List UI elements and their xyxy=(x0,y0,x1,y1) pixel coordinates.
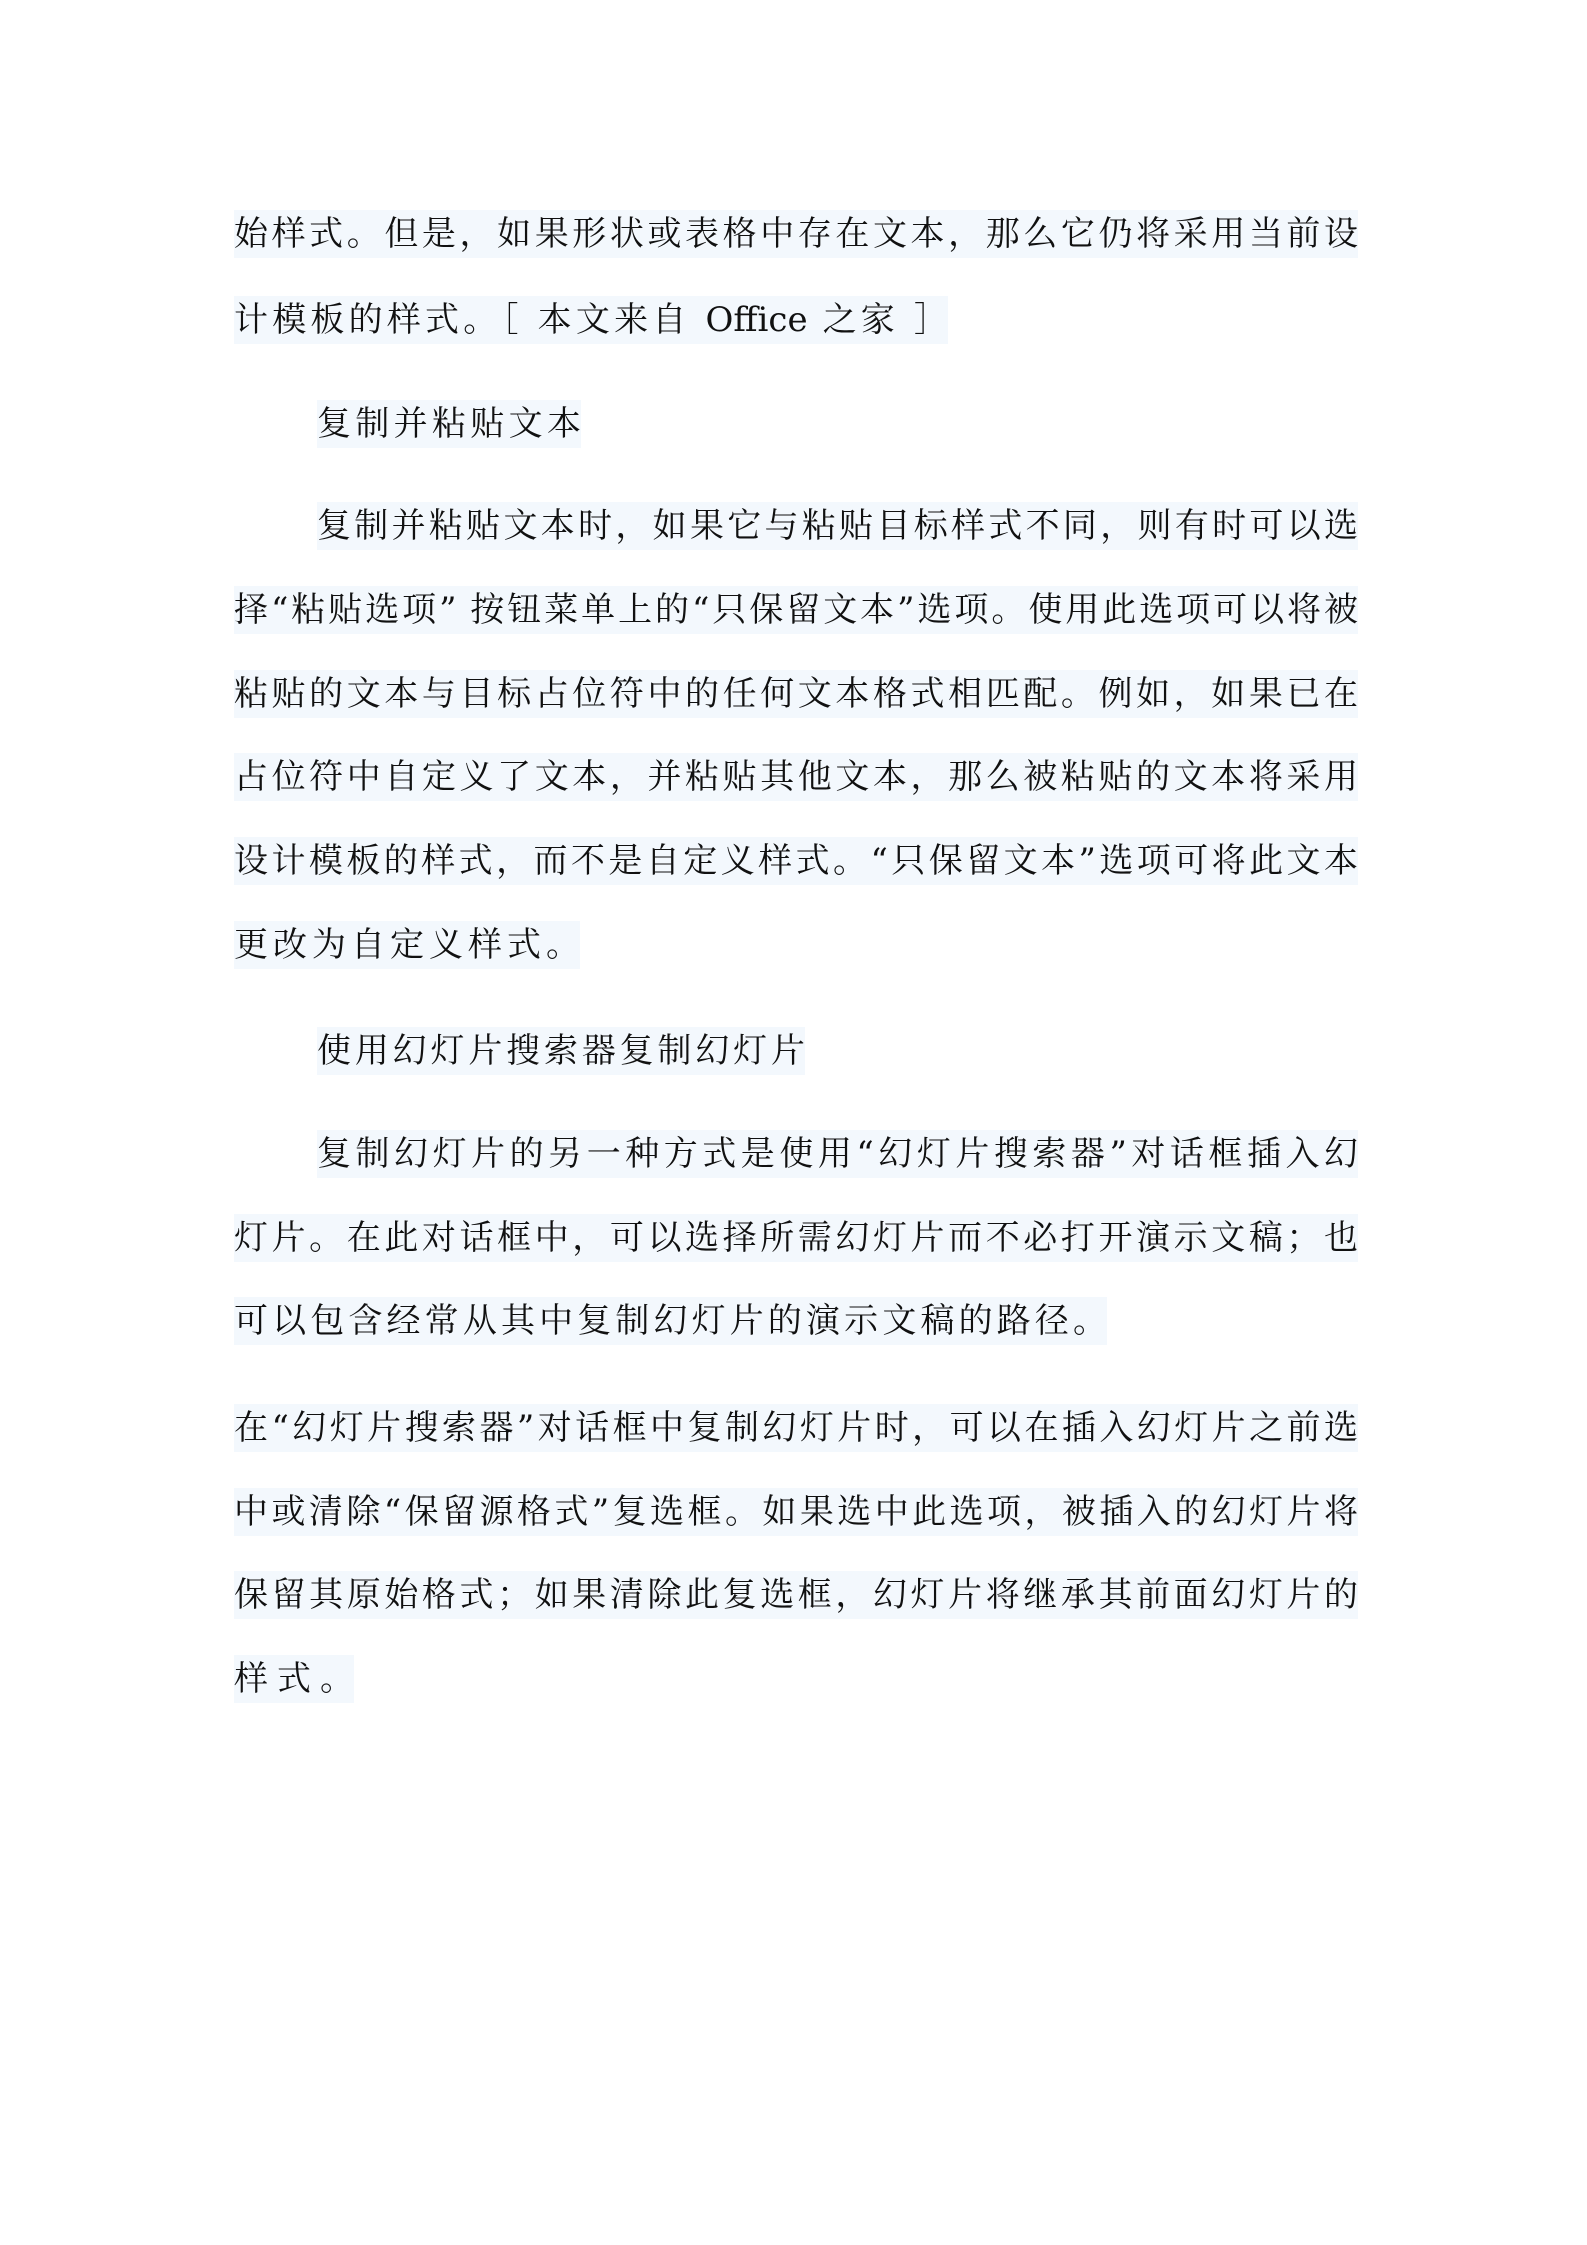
paragraph-line: 可以包含经常从其中复制幻灯片的演示文稿的路径。 xyxy=(234,1297,1107,1345)
paragraph-line: 复制并粘贴文本时，如果它与粘贴目标样式不同，则有时可以选 xyxy=(317,502,1358,550)
paragraph-line: 灯片。在此对话框中，可以选择所需幻灯片而不必打开演示文稿；也 xyxy=(234,1214,1358,1262)
paragraph-line: 中或清除“保留源格式”复选框。如果选中此选项，被插入的幻灯片将 xyxy=(234,1488,1358,1536)
paragraph-line: 复制幻灯片的另一种方式是使用“幻灯片搜索器”对话框插入幻 xyxy=(317,1130,1358,1178)
paragraph-line: 样式。 xyxy=(234,1655,354,1703)
paragraph-line: 设计模板的样式，而不是自定义样式。“只保留文本”选项可将此文本 xyxy=(234,837,1358,885)
paragraph-line: 更改为自定义样式。 xyxy=(234,921,580,969)
paragraph-line: 粘贴的文本与目标占位符中的任何文本格式相匹配。例如，如果已在 xyxy=(234,670,1358,718)
section-heading: 复制并粘贴文本 xyxy=(317,400,581,448)
paragraph-line: 保留其原始格式；如果清除此复选框，幻灯片将继承其前面幻灯片的 xyxy=(234,1571,1358,1619)
paragraph-line: 择“粘贴选项” 按钮菜单上的“只保留文本”选项。使用此选项可以将被 xyxy=(234,586,1358,634)
paragraph-line: 计模板的样式。［ 本文来自 Office 之家 ］ xyxy=(234,296,948,344)
section-heading: 使用幻灯片搜索器复制幻灯片 xyxy=(317,1027,805,1075)
paragraph-line: 在“幻灯片搜索器”对话框中复制幻灯片时，可以在插入幻灯片之前选 xyxy=(234,1404,1358,1452)
paragraph-line: 始样式。但是，如果形状或表格中存在文本，那么它仍将采用当前设 xyxy=(234,210,1358,258)
paragraph-line: 占位符中自定义了文本，并粘贴其他文本，那么被粘贴的文本将采用 xyxy=(234,753,1358,801)
